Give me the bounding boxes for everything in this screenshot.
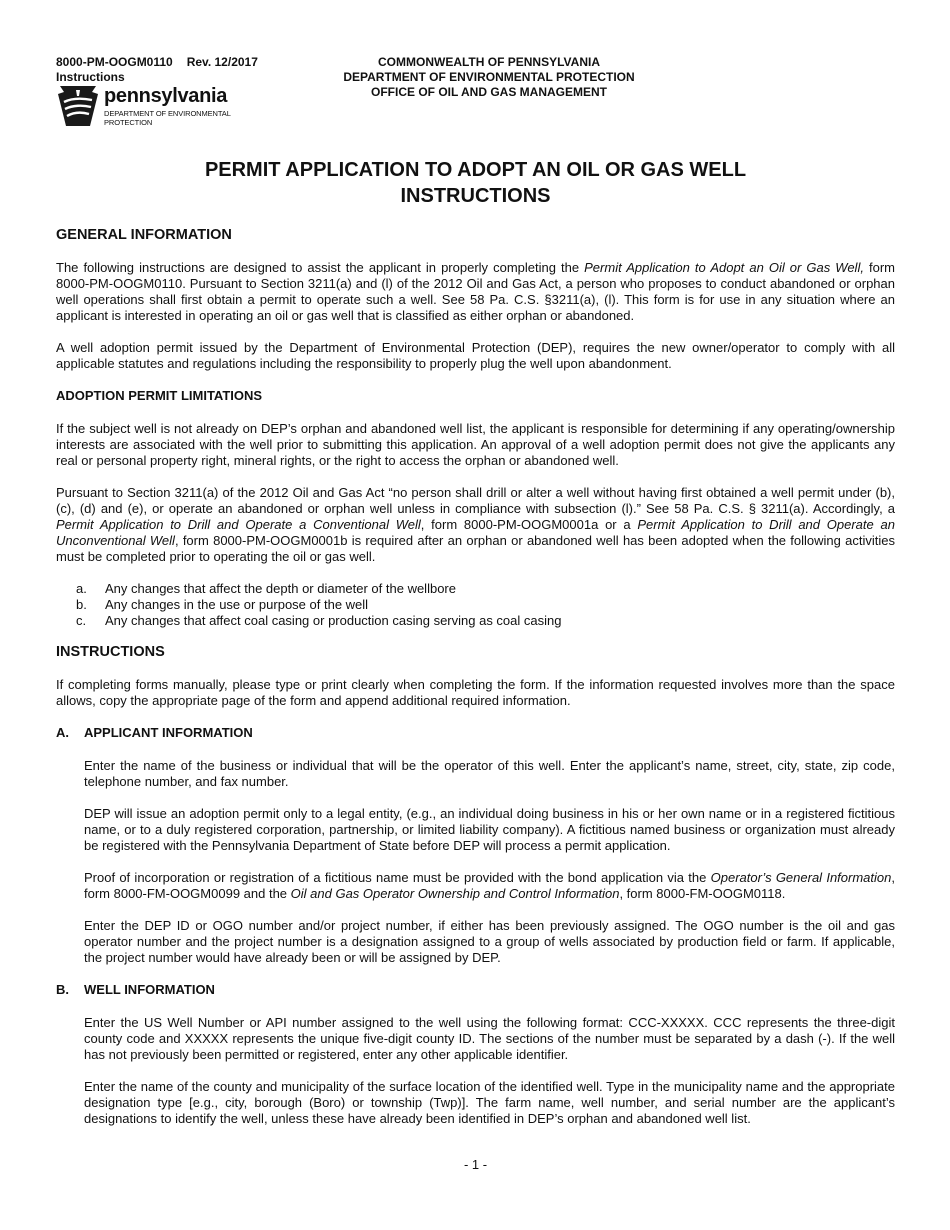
section-a-paragraph-1: Enter the name of the business or individual that will be the operator of this well. Enter the applicant’s name, street, city, state, zip code, telephone number, and fax number. bbox=[84, 758, 895, 789]
logo-subtitle: DEPARTMENT OF ENVIRONMENTAL PROTECTION bbox=[104, 109, 231, 127]
limitations-paragraph-2: Pursuant to Section 3211(a) of the 2012 Oil and Gas Act “no person shall drill or alter a well without having first obtained a well permit under (b), (c), (d) and (e), or operate an abandoned or orphan well unless in compliance with subsection (l).” See 58 Pa. C.S. § 3211(a). Accordingly, a Permit Application to Drill and Operate a Conventional Well, form 8000-PM-OOGM0001a or a Permit Application to Drill and Operate an Unconventional Well, form 8000-PM-OOGM0001b is required after an orphan or abandoned well has been adopted when the following activities must be completed prior to operating the oil or gas well. bbox=[56, 485, 895, 564]
page-number: - 1 - bbox=[463, 1157, 488, 1172]
list-item: c. Any changes that affect coal casing or production casing serving as coal casing bbox=[76, 613, 562, 628]
agency-line-2: DEPARTMENT OF ENVIRONMENTAL PROTECTION bbox=[343, 70, 635, 84]
section-b-paragraph-1: Enter the US Well Number or API number assigned to the well using the following format: CCC-XXXXX. CCC represents the three-digit county code and XXXXX represents the unique five-digit county ID. The sections of the number must be separated by a dash (-). If the well has not previously been permitted or registered, enter any other applicable identifier. bbox=[84, 1015, 895, 1062]
section-b-heading: B. WELL INFORMATION bbox=[56, 982, 215, 997]
instructions-paragraph: If completing forms manually, please type or print clearly when completing the form. If the information requested involves more than the space allows, copy the appropriate page of the form and append additional required information. bbox=[56, 677, 895, 708]
section-a-body bbox=[56, 758, 895, 966]
doc-type: Instructions bbox=[56, 70, 125, 84]
form-revision: Rev. 12/2017 bbox=[186, 55, 258, 69]
section-a-paragraph-3: Proof of incorporation or registration of a fictitious name must be provided with the bond application via the Operator’s General Information, form 8000-FM-OOGM0099 and the Oil and Gas Operator Ownership and Control Information, form 8000-FM-OOGM0118. bbox=[84, 870, 895, 901]
section-a-heading: A. APPLICANT INFORMATION bbox=[56, 725, 253, 740]
keystone-logo-icon bbox=[56, 84, 100, 128]
limitations-paragraph-1: If the subject well is not already on DEP’s orphan and abandoned well list, the applicant is responsible for determining if any operating/ownership interests are associated with the well prior to submitting this application. An approval of a well adoption permit does not give the applicants any real or personal property right, mineral rights, or the right to access the orphan or abandoned well. bbox=[56, 421, 895, 468]
general-information-heading: GENERAL INFORMATION bbox=[56, 227, 232, 243]
general-paragraph-1: The following instructions are designed to assist the applicant in properly completing the Permit Application to Adopt an Oil or Gas Well, form 8000-PM-OOGM0110. Pursuant to Section 3211(a) and (l) of the 2012 Oil and Gas Act, a person who proposes to conduct abandoned or orphan well operations shall first obtain a permit to operate such a well. See 58 Pa. C.S. §3211(a), (l). This form is for use in any situation where an applicant is interested in operating an oil or gas well that is classified as either orphan or abandoned. bbox=[56, 260, 896, 323]
section-b-body bbox=[56, 1015, 895, 1127]
agency-block bbox=[300, 55, 678, 100]
agency-line-3: OFFICE OF OIL AND GAS MANAGEMENT bbox=[371, 85, 607, 99]
section-a-paragraph-4: Enter the DEP ID or OGO number and/or project number, if either has been previously assigned. The OGO number is the oil and gas operator number and the project number is a designation assigned to a group of wells associated by production field or farm. If applicable, the project number would have already been or will be assigned by DEP. bbox=[84, 918, 895, 965]
agency-line-1: COMMONWEALTH OF PENNSYLVANIA bbox=[378, 55, 600, 69]
limitations-list bbox=[56, 581, 895, 629]
list-item: a. Any changes that affect the depth or diameter of the wellbore bbox=[76, 581, 456, 596]
page-title: PERMIT APPLICATION TO ADOPT AN OIL OR GAS WELL INSTRUCTIONS bbox=[204, 159, 747, 207]
list-item: b. Any changes in the use or purpose of the well bbox=[76, 597, 369, 612]
adoption-limitations-heading: ADOPTION PERMIT LIMITATIONS bbox=[56, 388, 263, 403]
document-body bbox=[56, 226, 895, 1143]
section-a-paragraph-2: DEP will issue an adoption permit only to a legal entity, (e.g., an individual doing business in his or her own name or in a registered fictitious name, or to a duly registered corporation, partnership, or limited liability company). A fictitious named business or organization must already be registered with the Pennsylvania Department of State before DEP will process a permit application. bbox=[84, 806, 895, 853]
instructions-heading: INSTRUCTIONS bbox=[56, 644, 165, 660]
logo-wordmark: pennsylvania bbox=[104, 85, 228, 107]
section-b-paragraph-2: Enter the name of the county and municipality of the surface location of the identified well. Type in the municipality name and the appropriate designation type [e.g., city, borough (Boro) or township (Twp)]. The farm name, well number, and serial number are the applicant’s designations to identify the well, unless these have already been identified in DEP’s orphan and abandoned well list. bbox=[84, 1079, 895, 1126]
form-number: 8000-PM-OOGM0110 bbox=[56, 55, 173, 69]
general-paragraph-2: A well adoption permit issued by the Department of Environmental Protection (DEP), requires the new owner/operator to comply with all applicable statutes and regulations including the responsibility to properly plug the well upon abandonment. bbox=[56, 340, 895, 371]
pa-dep-logo bbox=[56, 84, 256, 132]
form-header-left bbox=[56, 55, 258, 85]
